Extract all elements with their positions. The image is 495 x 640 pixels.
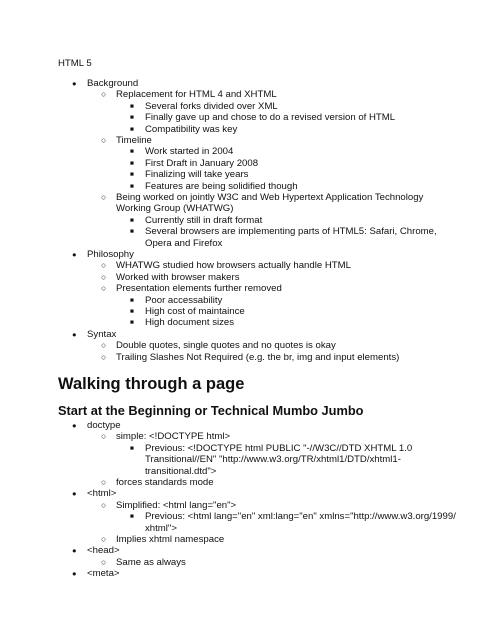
list-item: Several browsers are implementing parts of HTML5: Safari, Chrome, (145, 226, 437, 238)
heading-walking-through-a-page: Walking through a page (58, 375, 245, 393)
list-item: forces standards mode (116, 477, 214, 488)
bullet-marker: ○ (101, 351, 107, 362)
list-item: Transitional//EN" "http://www.w3.org/TR/xhtml1/DTD/xhtml1- (145, 454, 401, 466)
bullet-marker: ○ (101, 534, 107, 544)
list-item: Trailing Slashes Not Required (e.g. the br, img and input elements) (116, 351, 400, 363)
list-item: xhtml"> (145, 522, 177, 534)
list-item: Simplified: <html lang="en"> (116, 499, 237, 511)
list-item: Work started in 2004 (145, 146, 234, 158)
bullet-marker: ● (72, 489, 77, 499)
list-item: Being worked on jointly W3C and Web Hypertext Application Technology (116, 192, 424, 203)
bullet-marker: ■ (130, 159, 134, 167)
list-item: High document sizes (145, 317, 235, 329)
list-item: Implies xhtml namespace (116, 534, 225, 545)
bullet-marker: ■ (130, 319, 134, 327)
list-item: Philosophy (87, 249, 134, 260)
bullet-marker: ○ (101, 499, 107, 510)
list-item: Features are being solidified though (145, 180, 298, 192)
list-item: Replacement for HTML 4 and XHTML (116, 89, 277, 101)
bullet-marker: ■ (130, 148, 134, 156)
list-item: Finalizing will take years (145, 169, 249, 181)
bullet-marker: ● (72, 546, 77, 556)
bullet-marker: ■ (130, 216, 134, 224)
bullet-marker: ○ (101, 556, 107, 567)
list-item: Same as always (116, 556, 186, 568)
list-item: <html> (87, 488, 117, 500)
list-item: Timeline (116, 135, 152, 146)
bullet-marker: ○ (101, 283, 107, 294)
bullet-marker: ■ (130, 444, 134, 452)
list-item: Previous: <html lang="en" xml:lang="en" xmlns="http://www.w3.org/1999/ (145, 511, 456, 523)
bullet-marker: ○ (101, 135, 107, 145)
list-item: <meta> (87, 568, 120, 580)
bullet-marker: ● (72, 329, 77, 339)
list-item: Compatibility was key (145, 123, 238, 135)
bullet-marker: ○ (101, 340, 107, 351)
bullet-marker: ○ (101, 271, 107, 282)
list-item: Syntax (87, 328, 117, 340)
bullet-marker: ○ (101, 477, 107, 487)
bullet-marker: ● (72, 421, 77, 430)
list-item: doctype (87, 420, 121, 431)
list-item: Double quotes, single quotes and no quotes is okay (116, 340, 336, 352)
bullet-marker: ■ (130, 513, 134, 521)
bullet-marker: ■ (130, 296, 134, 304)
bullet-marker: ■ (130, 308, 134, 315)
bullet-marker: ● (72, 569, 77, 579)
list-item: WHATWG studied how browsers actually handle HTML (116, 260, 351, 272)
bullet-marker: ○ (101, 431, 107, 442)
heading-start-at-the-beginning: Start at the Beginning or Technical Mumbo Jumbo (58, 403, 364, 418)
bullet-marker: ■ (130, 228, 134, 236)
bullet-marker: ■ (130, 171, 134, 179)
bullet-marker: ■ (130, 114, 134, 122)
list-item: High cost of maintaince (145, 306, 245, 317)
list-item: Background (87, 78, 139, 89)
bullet-marker: ○ (101, 192, 107, 202)
list-item: Worked with browser makers (116, 271, 240, 283)
list-item: Previous: <!DOCTYPE html PUBLIC "-//W3C//DTD XHTML 1.0 (145, 442, 413, 454)
list-item: Several forks divided over XML (145, 100, 278, 112)
bullet-marker: ● (72, 250, 77, 259)
list-item: Poor accessability (145, 294, 223, 306)
list-item: Presentation elements further removed (116, 283, 282, 295)
bullet-marker: ○ (101, 260, 107, 271)
bullet-marker: ● (72, 79, 77, 88)
list-item: <head> (87, 545, 120, 557)
bullet-marker: ■ (130, 102, 134, 110)
list-item: Currently still in draft format (145, 214, 263, 226)
bullet-marker: ■ (130, 125, 134, 133)
list-item: First Draft in January 2008 (145, 157, 259, 169)
list-item: Working Group (WHATWG) (116, 203, 234, 215)
bullet-marker: ■ (130, 182, 134, 190)
list-item: transitional.dtd"> (145, 465, 217, 477)
list-item: Finally gave up and chose to do a revised version of HTML (145, 112, 396, 124)
bullet-marker: ○ (101, 89, 107, 100)
list-item: simple: <!DOCTYPE html> (116, 431, 231, 443)
doc-title: HTML 5 (58, 58, 92, 69)
list-item: Opera and Firefox (145, 237, 223, 249)
